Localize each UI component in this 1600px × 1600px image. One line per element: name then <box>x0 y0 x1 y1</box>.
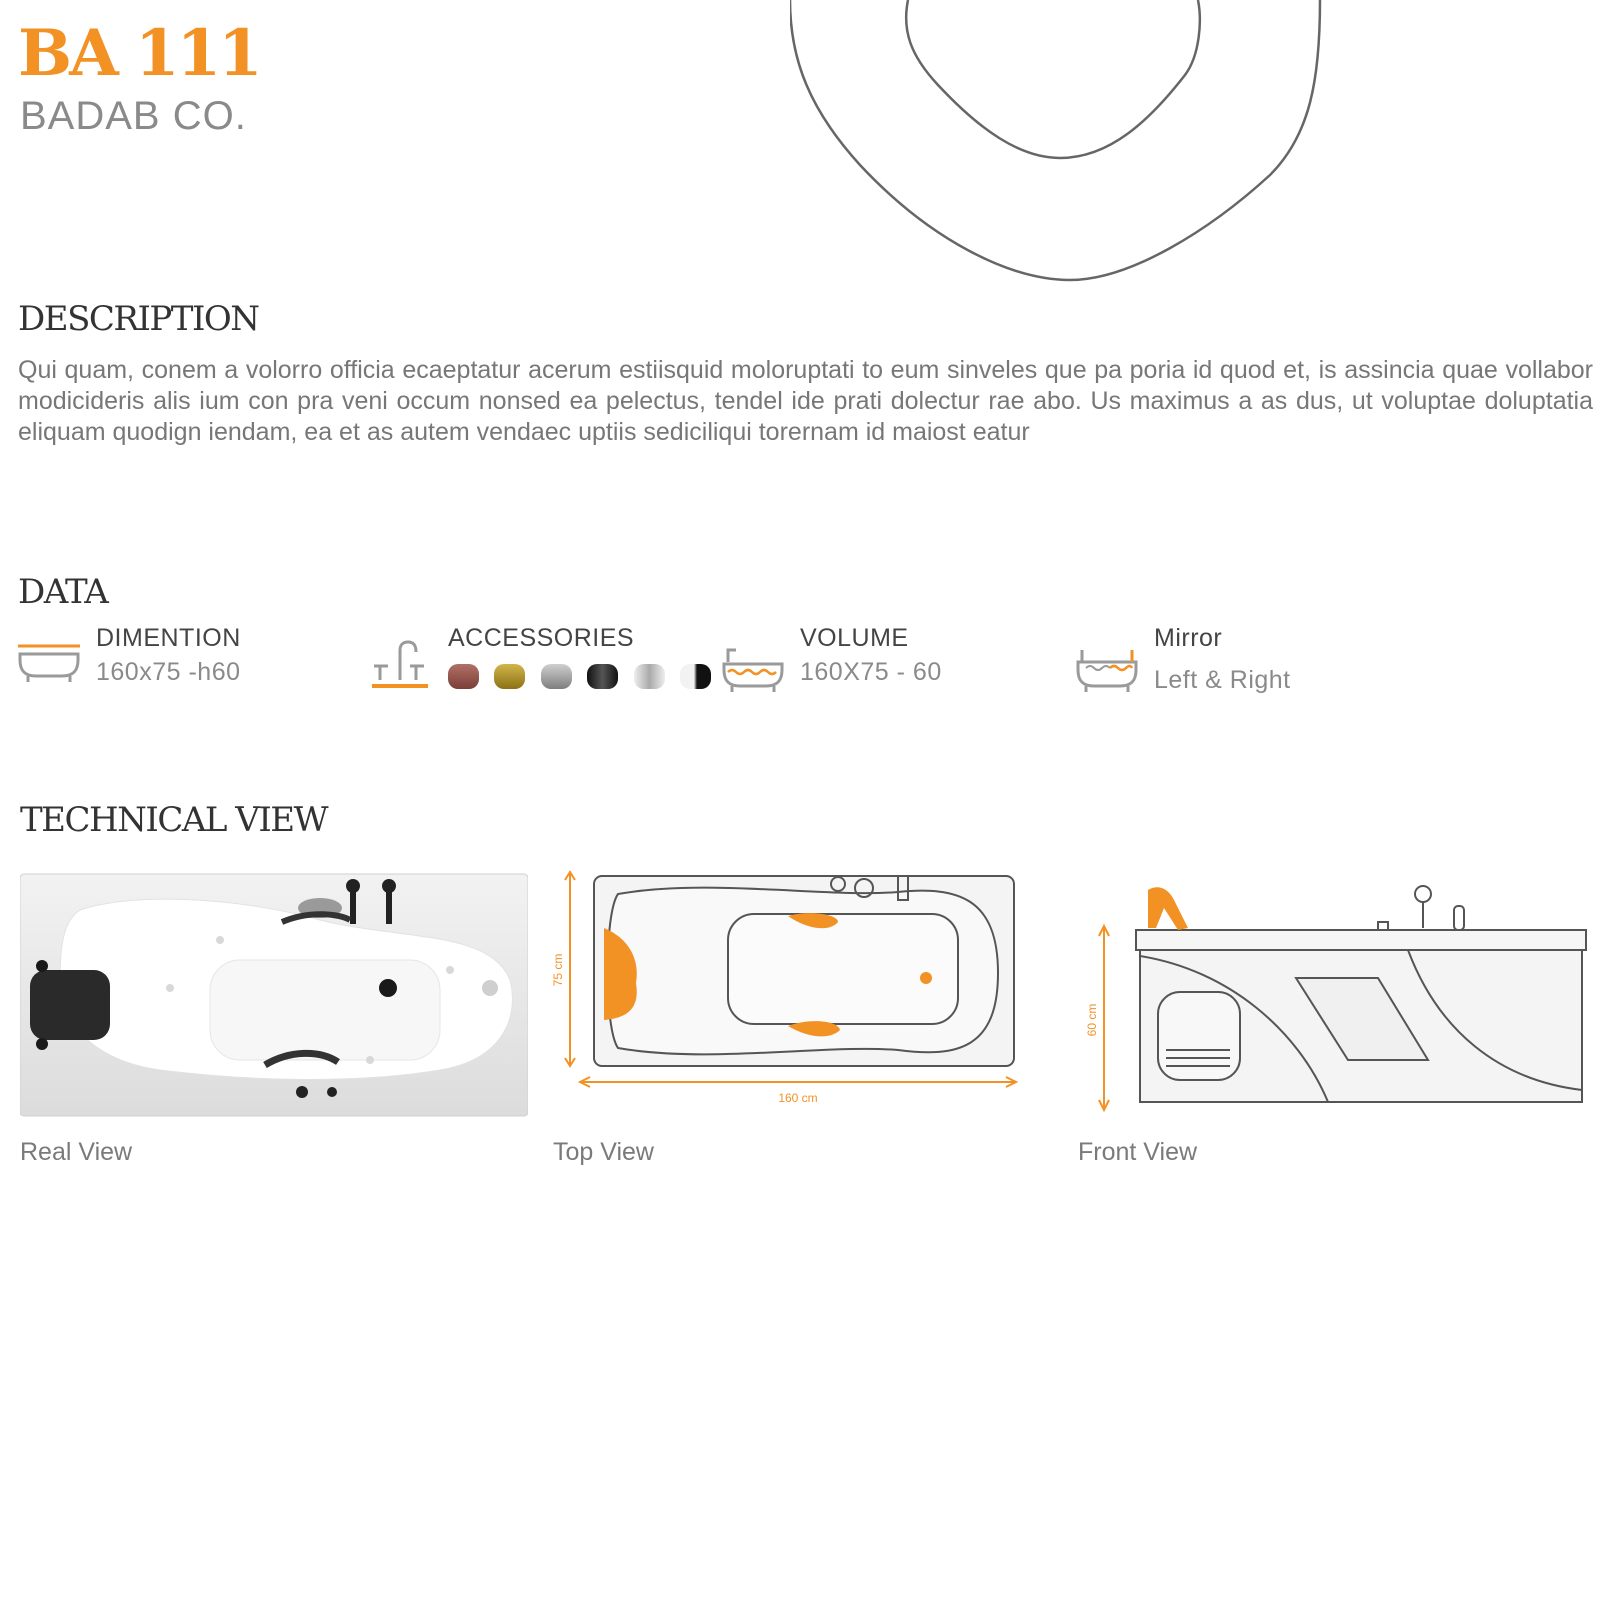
dimension-label: DIMENTION <box>96 624 241 652</box>
swatch-black[interactable] <box>587 664 618 689</box>
front-view-caption: Front View <box>1078 1138 1198 1166</box>
top-width-label: 160 cm <box>778 1091 818 1105</box>
product-title: BA 111 <box>18 16 260 91</box>
front-view-diagram <box>1078 880 1590 1120</box>
description-heading: DESCRIPTION <box>18 299 259 339</box>
swatch-copper[interactable] <box>448 664 479 689</box>
accessories-label: ACCESSORIES <box>448 624 635 652</box>
top-view-caption: Top View <box>553 1138 654 1166</box>
volume-value: 160X75 - 60 <box>800 658 942 686</box>
brand-name: BADAB CO. <box>20 94 247 138</box>
technical-view-heading: TECHNICAL VIEW <box>20 800 328 840</box>
swatch-gold[interactable] <box>494 664 525 689</box>
real-view-image <box>20 870 528 1120</box>
real-view-caption: Real View <box>20 1138 133 1166</box>
mirror-value: Left & Right <box>1154 666 1291 694</box>
bathtub-mirror-icon <box>1076 646 1138 694</box>
accessory-swatches <box>448 664 722 690</box>
bathtub-dimension-icon <box>18 642 80 688</box>
front-height-label: 60 cm <box>1085 1003 1099 1037</box>
faucet-icon <box>372 640 428 692</box>
dimension-value: 160x75 -h60 <box>96 658 241 686</box>
volume-label: VOLUME <box>800 624 909 652</box>
top-height-label: 75 cm <box>551 953 565 987</box>
data-heading: DATA <box>18 572 108 612</box>
bathtub-outline-illustration <box>790 0 1350 290</box>
bathtub-water-icon <box>722 648 784 694</box>
top-view-diagram <box>548 868 1020 1123</box>
swatch-white[interactable] <box>634 664 665 689</box>
description-text: Qui quam, conem a volorro officia ecaeptatur acerum estiisquid moloruptati to eum sinveles que pa poria id quod et, is assincia quae vollabor modicideris alis ium con pra veni occum nonsed ea pelectus, tendel ide prati dolectur rae abo. Us maximus a as dus, ut voluptae doluptatia eliquam quodign iendam, ea et as autem vendaec uptiis sediciliqui torernam id maiost eatur <box>18 356 1593 446</box>
swatch-silver[interactable] <box>541 664 572 689</box>
swatch-black-white[interactable] <box>680 664 711 689</box>
mirror-label: Mirror <box>1154 624 1223 652</box>
